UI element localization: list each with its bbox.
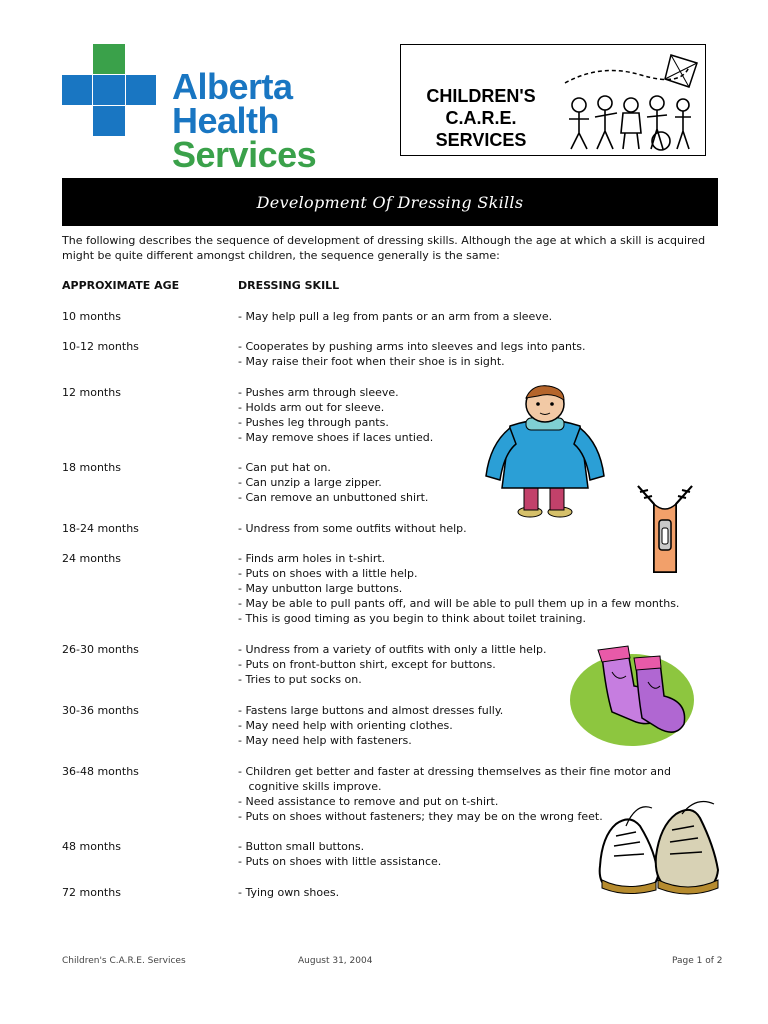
age-cell: 10-12 months <box>62 340 139 353</box>
skill-line: - May need help with orienting clothes. <box>238 719 453 732</box>
child-in-coat-illustration <box>482 384 608 520</box>
skill-line: - May raise their foot when their shoe is in sight. <box>238 355 505 368</box>
skill-line: - Pushes arm through sleeve. <box>238 386 399 399</box>
skill-line: - Need assistance to remove and put on t-shirt. <box>238 795 499 808</box>
age-cell: 24 months <box>62 552 121 565</box>
skill-line: - Children get better and faster at dressing themselves as their fine motor and <box>238 765 671 778</box>
page-title: Development Of Dressing Skills <box>256 192 524 212</box>
skill-line: - Fastens large buttons and almost dresses fully. <box>238 704 504 717</box>
ahs-wordmark <box>172 66 392 175</box>
age-cell: 18 months <box>62 461 121 474</box>
skill-line: - Puts on shoes with little assistance. <box>238 855 442 868</box>
skill-line: - Puts on front-button shirt, except for buttons. <box>238 658 496 671</box>
footer-page-number: Page 1 of 2 <box>672 956 723 966</box>
care-line-3: SERVICES <box>435 130 527 150</box>
logo-line-2: Services <box>172 134 317 175</box>
skill-line: - Finds arm holes in t-shirt. <box>238 552 386 565</box>
skill-line: - Button small buttons. <box>238 840 365 853</box>
skill-line: - Pushes leg through pants. <box>238 416 389 429</box>
age-cell: 26-30 months <box>62 643 139 656</box>
skill-line: - May help pull a leg from pants or an arm from a sleeve. <box>238 310 553 323</box>
logo-line-1: Alberta Health <box>172 66 293 141</box>
skill-line: - Can remove an unbuttoned shirt. <box>238 491 429 504</box>
skill-line: - Can put hat on. <box>238 461 331 474</box>
skill-line: cognitive skills improve. <box>238 780 382 793</box>
socks-illustration <box>568 642 696 750</box>
skill-cell <box>238 385 722 445</box>
age-cell: 12 months <box>62 386 121 399</box>
skill-line: - Undress from some outfits without help. <box>238 522 467 535</box>
skill-line: - Cooperates by pushing arms into sleeves and legs into pants. <box>238 340 586 353</box>
skill-line: - May unbutton large buttons. <box>238 582 403 595</box>
footer-organization: Children's C.A.R.E. Services <box>62 956 186 966</box>
title-bar <box>62 178 718 226</box>
age-cell: 72 months <box>62 886 121 899</box>
age-cell: 18-24 months <box>62 522 139 535</box>
age-cell: 48 months <box>62 840 121 853</box>
skill-line: - Tying own shoes. <box>238 886 340 899</box>
care-services-box <box>400 44 706 156</box>
skill-line: - Holds arm out for sleeve. <box>238 401 385 414</box>
care-services-title <box>407 85 555 151</box>
skill-line: - Puts on shoes with a little help. <box>238 567 418 580</box>
age-cell: 10 months <box>62 310 121 323</box>
care-line-1: CHILDREN'S <box>426 86 536 106</box>
age-cell: 30-36 months <box>62 704 139 717</box>
header-dressing-skill: DRESSING SKILL <box>238 279 340 292</box>
footer-date: August 31, 2004 <box>298 956 373 966</box>
age-cell: 36-48 months <box>62 765 139 778</box>
care-line-2: C.A.R.E. <box>445 108 517 128</box>
children-kite-illustration <box>561 53 701 153</box>
skill-line: - Tries to put socks on. <box>238 673 362 686</box>
zipper-illustration <box>632 484 698 576</box>
skill-line: - This is good timing as you begin to think about toilet training. <box>238 612 586 625</box>
ahs-cross-icon <box>62 44 162 140</box>
skill-line: - May need help with fasteners. <box>238 734 412 747</box>
skill-line: - Can unzip a large zipper. <box>238 476 382 489</box>
skill-line: - May be able to pull pants off, and will be able to pull them up in a few months. <box>238 597 680 610</box>
shoes-illustration <box>596 796 724 904</box>
skill-line: - Puts on shoes without fasteners; they may be on the wrong feet. <box>238 810 603 823</box>
skill-cell <box>238 309 722 324</box>
skill-cell <box>238 339 722 369</box>
intro-paragraph: The following describes the sequence of development of dressing skills. Although the age at which a skill is acquired might be quite different amongst children, the sequence generally is the same: <box>62 234 706 262</box>
header-approximate-age: APPROXIMATE AGE <box>62 279 180 292</box>
skill-line: - Undress from a variety of outfits with only a little help. <box>238 643 547 656</box>
ahs-logo <box>62 44 392 175</box>
skill-line: - May remove shoes if laces untied. <box>238 431 434 444</box>
